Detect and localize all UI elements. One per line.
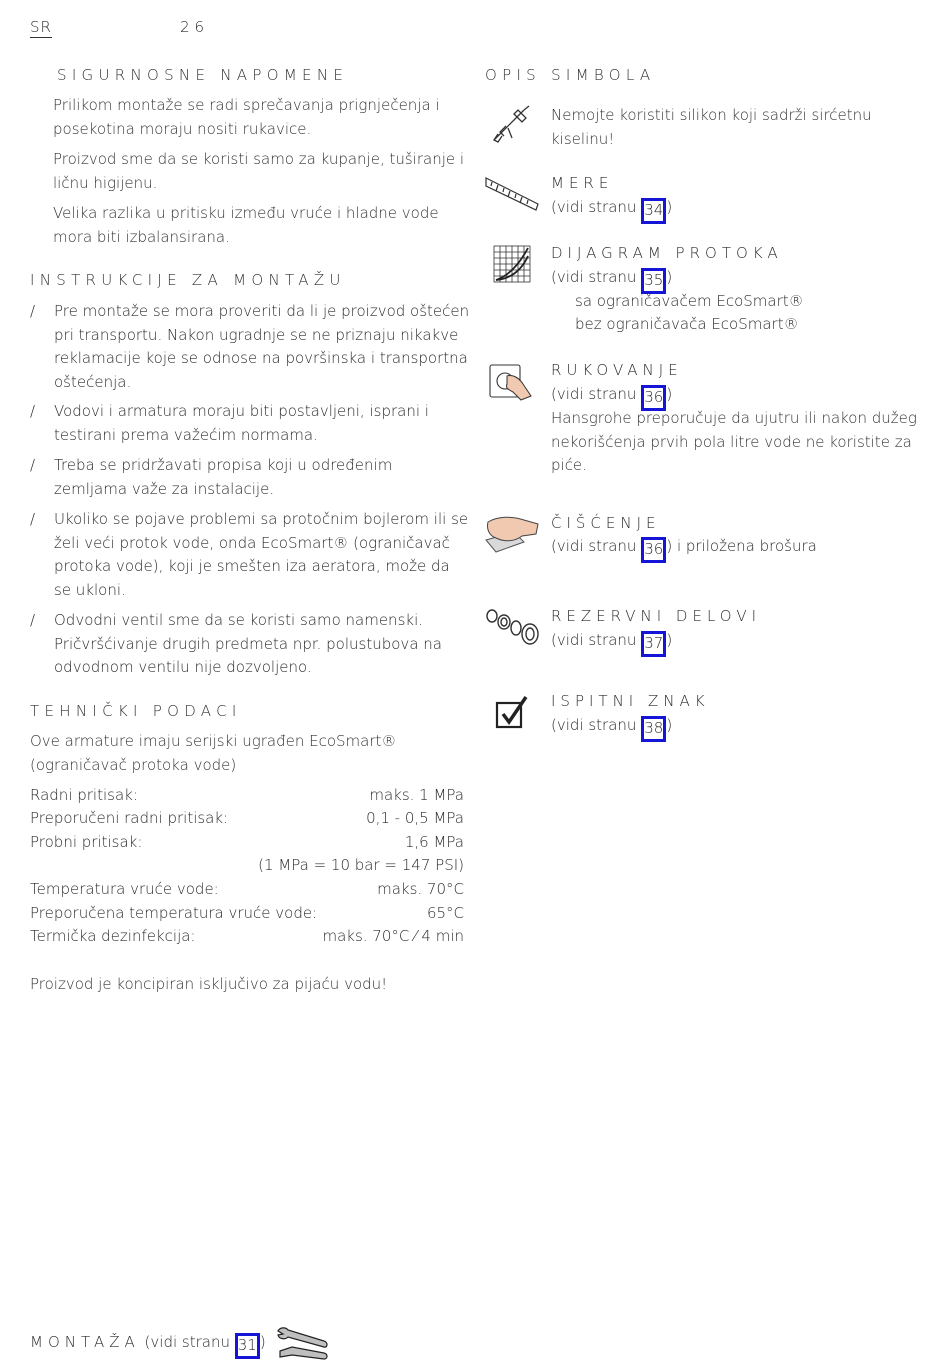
- see-page-text: (vidi stranu: [551, 198, 637, 216]
- tech-label: Preporučeni radni pritisak:: [30, 809, 229, 827]
- tech-label: Radni pritisak:: [30, 786, 138, 804]
- handling-title: RUKOVANJE: [551, 361, 683, 379]
- list-bullet: /: [30, 402, 36, 420]
- list-item-text: Vodovi i armatura moraju biti postavljeni, isprani i testirani prema važećim normama.: [54, 402, 429, 444]
- hand-knob-icon: [487, 362, 535, 402]
- see-page-text: (vidi stranu: [551, 385, 637, 403]
- tech-value: maks. 1 MPa: [369, 786, 464, 804]
- safety-title: SIGURNOSNE NAPOMENE: [57, 66, 349, 84]
- tech-label: Temperatura vruće vode:: [30, 880, 219, 898]
- page-reference-link[interactable]: 38: [641, 716, 666, 742]
- cleaning-reference: (vidi stranu 36 ) i priložena brošura: [551, 535, 817, 563]
- tech-label: Preporučena temperatura vruće vode:: [30, 904, 318, 922]
- cleaning-title: ČIŠĆENJE: [551, 514, 661, 532]
- spare-parts-reference: (vidi stranu 37 ): [551, 629, 672, 657]
- flow-title: DIJAGRAM PROTOKA: [551, 244, 783, 262]
- flow-reference: (vidi stranu 35 ): [551, 266, 672, 294]
- list-item-text: Pre montaže se mora proveriti da li je proizvod oštećen pri transportu. Nakon ugradnje se ne priznaju nikakve reklamacije koje se odnose na površinska i transportna oštećenja.: [54, 302, 470, 391]
- page-reference-link[interactable]: 36: [641, 537, 666, 563]
- handling-note: Hansgrohe preporučuje da ujutru ili nakon dužeg nekorišćenja prvih pola litre vode ne koristite za piće.: [551, 409, 917, 474]
- page-reference-link[interactable]: 31: [235, 1333, 260, 1359]
- tech-label: Probni pritisak:: [30, 833, 143, 851]
- see-page-text: (vidi stranu: [144, 1333, 230, 1351]
- silicone-warning: Nemojte koristiti silikon koji sadrži sirćetnu kiselinu!: [551, 106, 872, 148]
- see-page-text: (vidi stranu: [551, 631, 637, 649]
- tech-value: 0,1 - 0,5 MPa: [366, 809, 464, 827]
- cleaning-brochure-text: i priložena brošura: [676, 537, 817, 555]
- tech-value: maks. 70°C: [377, 880, 464, 898]
- test-mark-icon: [494, 694, 530, 732]
- list-item-text: Odvodni ventil sme da se koristi samo namenski. Pričvršćivanje drugih predmeta npr. polustubova na odvodnom ventilu nije dozvoljeno.: [54, 611, 442, 676]
- tech-value: 65°C: [426, 904, 464, 922]
- list-item-text: Ukoliko se pojave problemi sa protočnim bojlerom ili se želi veći protok vode, onda EcoSmart® (ograničavač protoka vode), koji je smešten iza aeratora, može da se ukloni.: [54, 510, 469, 599]
- ruler-icon: [484, 174, 540, 214]
- list-bullet: /: [30, 302, 36, 320]
- language-code: SR: [30, 18, 52, 36]
- list-bullet: /: [30, 611, 36, 629]
- tech-value: (1 MPa = 10 bar = 147 PSI): [258, 856, 464, 874]
- page-number: 26: [180, 18, 210, 36]
- flow-diagram-icon: [492, 244, 532, 284]
- list-item: [30, 300, 470, 394]
- footer-title: MONTAŽA: [30, 1333, 140, 1351]
- page-reference-link[interactable]: 35: [641, 268, 666, 294]
- page-reference-link[interactable]: 37: [641, 631, 666, 657]
- list-item-text: Treba se pridržavati propisa koji u određenim zemljama važe za instalacije.: [54, 456, 393, 498]
- page-reference-link[interactable]: 36: [641, 385, 666, 411]
- tech-value: maks. 70°C ⁄ 4 min: [322, 927, 464, 945]
- spare-parts-icon: [484, 606, 542, 646]
- tech-value: 1,6 MPa: [404, 833, 464, 851]
- list-item: [30, 508, 470, 602]
- flow-without-ecosmart: bez ograničavača EcoSmart®: [575, 315, 799, 333]
- list-bullet: /: [30, 510, 36, 528]
- safety-paragraph-2: Proizvod sme da se koristi samo za kupanje, tuširanje i ličnu higijenu.: [53, 150, 465, 192]
- see-page-text: (vidi stranu: [551, 716, 637, 734]
- technical-intro: Ove armature imaju serijski ugrađen EcoSmart® (ograničavač protoka vode): [30, 732, 397, 774]
- measures-reference: (vidi stranu 34 ): [551, 196, 672, 224]
- see-page-text: (vidi stranu: [551, 537, 637, 555]
- list-item: [30, 454, 470, 501]
- list-item: [30, 609, 470, 680]
- tech-label: Termička dezinfekcija:: [30, 927, 196, 945]
- handling-reference: (vidi stranu 36 ): [551, 383, 672, 411]
- spare-parts-title: REZERVNI DELOVI: [551, 607, 762, 625]
- test-mark-title: ISPITNI ZNAK: [551, 692, 710, 710]
- silicone-gun-icon: [488, 104, 532, 144]
- symbols-title: OPIS SIMBOLA: [485, 66, 656, 84]
- page-reference-link[interactable]: 34: [641, 198, 666, 224]
- see-page-text: (vidi stranu: [551, 268, 637, 286]
- flow-with-ecosmart: sa ograničavačem EcoSmart®: [575, 292, 804, 310]
- cleaning-hand-icon: [484, 512, 540, 554]
- drinking-water-note: Proizvod je koncipiran isključivo za pijaću vodu!: [30, 975, 388, 993]
- footer-assembly-reference: MONTAŽA (vidi stranu 31 ): [30, 1331, 266, 1359]
- instructions-title: INSTRUKCIJE ZA MONTAŽU: [30, 271, 346, 289]
- safety-paragraph-3: Velika razlika u pritisku između vruće i hladne vode mora biti izbalansirana.: [53, 204, 439, 246]
- list-item: [30, 400, 470, 447]
- list-bullet: /: [30, 456, 36, 474]
- technical-title: TEHNIČKI PODACI: [30, 702, 242, 720]
- wrench-screwdriver-icon: [274, 1325, 330, 1361]
- test-mark-reference: (vidi stranu 38 ): [551, 714, 672, 742]
- safety-paragraph-1: Prilikom montaže se radi sprečavanja prignječenja i posekotina moraju nositi rukavice.: [53, 96, 440, 138]
- measures-title: MERE: [551, 174, 614, 192]
